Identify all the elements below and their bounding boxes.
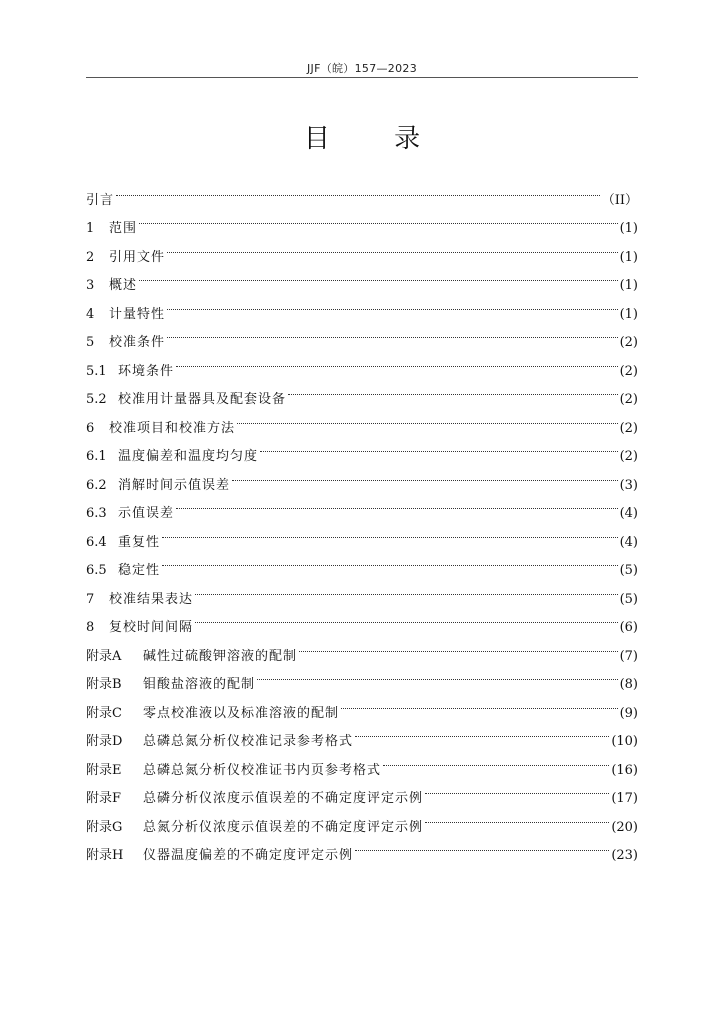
toc-dot-leader	[139, 261, 618, 290]
toc-entry-page: (7)	[619, 648, 638, 664]
toc-entry-label: 钼酸盐溶液的配制	[143, 677, 256, 692]
toc-entry-label: 消解时间示值误差	[118, 477, 231, 493]
toc-dot-leader	[162, 546, 618, 575]
toc-entry-label: 零点校准液以及标准溶液的配制	[143, 705, 340, 721]
toc-entry-label: 温度偏差和温度均匀度	[118, 449, 259, 464]
toc-entry-number: 附录A	[86, 648, 122, 664]
toc-entry[interactable]	[86, 546, 638, 578]
toc-dot-leader	[355, 831, 609, 860]
toc-entry[interactable]	[86, 175, 638, 208]
toc-entry-number: 附录D	[86, 734, 123, 749]
toc-entry-number: 3	[86, 278, 95, 293]
toc-entry-label: 校准项目和校准方法	[109, 420, 236, 436]
toc-dot-leader	[167, 232, 618, 261]
toc-entry-page: (17)	[611, 791, 638, 806]
toc-dot-leader	[232, 460, 618, 489]
toc-entry[interactable]	[86, 232, 638, 265]
toc-entry-number: 附录E	[86, 762, 122, 778]
toc-entry-number: 5	[86, 335, 95, 350]
toc-dot-leader	[195, 603, 618, 632]
toc-entry-number: 附录H	[86, 848, 124, 863]
toc-entry-page: (10)	[611, 734, 638, 749]
toc-entry-page: (2)	[619, 392, 638, 407]
toc-entry-page: (23)	[611, 848, 638, 863]
toc-entry-number: 6.3	[86, 506, 107, 521]
toc-entry-number: 6.2	[86, 477, 107, 493]
toc-dot-leader	[341, 688, 618, 717]
toc-entry-label: 引用文件	[109, 249, 166, 265]
toc-entry-page: (4)	[619, 534, 638, 550]
toc-entry-page: (1)	[619, 306, 638, 322]
toc-entry[interactable]	[86, 318, 638, 350]
toc-entry-label: 仪器温度偏差的不确定度评定示例	[143, 848, 354, 863]
toc-entry-label: 重复性	[118, 534, 161, 550]
toc-dot-leader	[176, 346, 618, 375]
toc-entry-number: 1	[86, 221, 95, 236]
toc-entry-number: 6.1	[86, 449, 107, 464]
toc-entry-label: 范围	[109, 221, 138, 236]
toc-entry-label: 环境条件	[118, 363, 175, 379]
toc-entry-page: (3)	[619, 477, 638, 493]
toc-dot-leader	[260, 432, 618, 461]
toc-entry[interactable]	[86, 346, 638, 379]
toc-entry-number: 5.1	[86, 363, 107, 379]
toc-entry-number: 附录C	[86, 705, 122, 721]
toc-entry[interactable]	[86, 289, 638, 322]
toc-entry-number: 附录B	[86, 677, 122, 692]
toc-dot-leader	[116, 175, 600, 204]
toc-entry-label: 总磷总氮分析仪校准记录参考格式	[143, 734, 354, 749]
toc-entry-page: (1)	[619, 278, 638, 293]
toc-entry-label: 计量特性	[109, 306, 166, 322]
toc-entry-number: 6.4	[86, 534, 107, 550]
toc-entry-label: 校准条件	[109, 335, 166, 350]
toc-entry-page: (1)	[619, 221, 638, 236]
toc-entry-page: (5)	[619, 591, 638, 607]
toc-entry-label: 总磷分析仪浓度示值误差的不确定度评定示例	[143, 791, 424, 806]
toc-entry-label: 示值误差	[118, 506, 175, 521]
toc-entry-page: (6)	[619, 620, 638, 635]
toc-entry-number: 附录F	[86, 791, 122, 806]
toc-dot-leader	[288, 375, 618, 404]
page-title: 目 录	[303, 124, 449, 154]
toc-entry[interactable]	[86, 574, 638, 607]
toc-entry-page: (5)	[619, 563, 638, 578]
table-of-contents	[86, 175, 638, 863]
toc-entry-number: 2	[86, 249, 95, 265]
toc-entry-label: 复校时间间隔	[109, 620, 194, 635]
toc-dot-leader	[425, 774, 609, 803]
toc-entry-page: (2)	[619, 335, 638, 350]
toc-dot-leader	[167, 318, 618, 347]
toc-entry-label: 校准结果表达	[109, 591, 194, 607]
toc-entry-label: 总磷总氮分析仪校准证书内页参考格式	[143, 762, 382, 778]
toc-entry-label: 稳定性	[118, 563, 161, 578]
toc-entry-number: 4	[86, 306, 95, 322]
toc-entry[interactable]	[86, 204, 638, 236]
running-header: JJF（皖）157—2023	[306, 62, 417, 75]
toc-dot-leader	[195, 574, 618, 603]
toc-dot-leader	[162, 517, 618, 546]
toc-entry-label: 碱性过硫酸钾溶液的配制	[143, 648, 298, 664]
toc-entry-page: (2)	[619, 449, 638, 464]
toc-entry-page: (8)	[619, 677, 638, 692]
toc-entry-page: (2)	[619, 420, 638, 436]
toc-entry-page: (4)	[619, 506, 638, 521]
toc-entry-page: (9)	[619, 705, 638, 721]
toc-entry-number: 8	[86, 620, 95, 635]
toc-entry-page: (16)	[611, 762, 638, 778]
toc-dot-leader	[425, 802, 609, 831]
toc-dot-leader	[237, 403, 618, 432]
toc-entry[interactable]	[86, 261, 638, 293]
toc-entry-number: 7	[86, 591, 95, 607]
toc-entry-number: 附录G	[86, 819, 123, 835]
toc-dot-leader	[383, 745, 609, 774]
toc-entry-page: （II）	[601, 192, 638, 208]
toc-dot-leader	[257, 660, 618, 689]
toc-entry-label: 引言	[86, 192, 115, 208]
toc-entry[interactable]	[86, 517, 638, 550]
toc-entry-label: 校准用计量器具及配套设备	[118, 392, 287, 407]
toc-dot-leader	[299, 631, 618, 660]
toc-dot-leader	[139, 204, 618, 233]
toc-dot-leader	[176, 489, 618, 518]
header-rule	[86, 77, 638, 78]
toc-entry-label: 总氮分析仪浓度示值误差的不确定度评定示例	[143, 819, 424, 835]
toc-dot-leader	[355, 717, 609, 746]
toc-entry-number: 6	[86, 420, 95, 436]
toc-entry-number: 6.5	[86, 563, 107, 578]
toc-entry-page: (20)	[611, 819, 638, 835]
toc-entry-page: (1)	[619, 249, 638, 265]
toc-dot-leader	[167, 289, 618, 318]
toc-entry-page: (2)	[619, 363, 638, 379]
toc-entry-number: 5.2	[86, 392, 107, 407]
toc-entry-label: 概述	[109, 278, 138, 293]
